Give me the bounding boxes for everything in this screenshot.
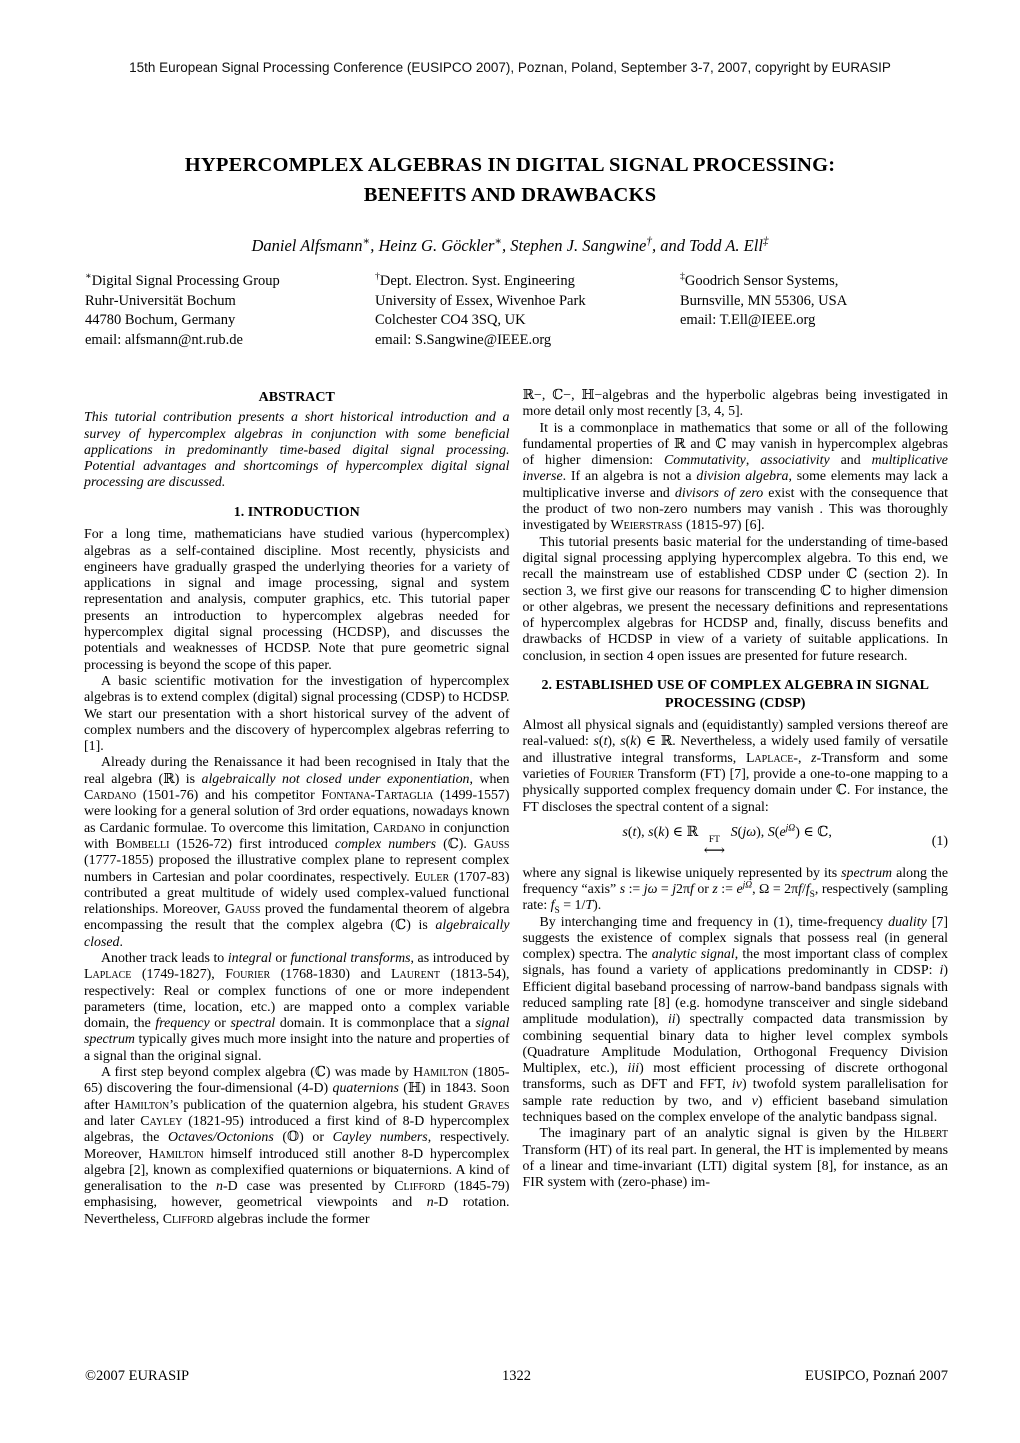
paragraph: Already during the Renaissance it had been recognised in Italy that the real algebra (ℝ) is algebraically not closed under exponentiation, when Cardano (1501-76) and his competitor Fontana-Tartaglia (1499-1557) were looking for a general solution of 3rd order equations, nowadays known as Cardanic formulae. To overcome this limitation, Cardano in conjunction with Bombelli (1526-72) first introduced complex numbers (ℂ). Gauss (1777-1855) proposed the illustrative complex plane to represent complex numbers in Cartesian and polar coordinates, respectively. Euler (1707-83) contributed a great multitude of widely used complex-valued functional relationships. Moreover, Gauss proved the fundamental theorem of algebra encompassing the result that the complex algebra (ℂ) is algebraically closed. [84, 755, 510, 950]
paragraph: A basic scientific motivation for the investigation of hypercomplex algebras is to extend complex (digital) signal processing (CDSP) to HCDSP. We start our presentation with a short historical survey of the advent of complex numbers and the discovery of hypercomplex algebras referring to [1]. [84, 673, 510, 755]
paragraph: The imaginary part of an analytic signal is given by the Hilbert Transform (HT) of its real part. In general, the HT is implemented by means of a linear and time-invariant (LTI) digital system [8], for instance, as an FIR system with (zero-phase) im- [522, 1126, 948, 1191]
introduction-heading: 1. INTRODUCTION [233, 504, 360, 520]
paragraph: This tutorial presents basic material for the understanding of time-based digital signal processing applying hypercomplex algebra. To this end, we recall the mainstream use of established CDSP under ℂ (section 2). In section 3, we first give our reasons for transcending ℂ to higher dimension or other algebras, we present the necessary definitions and representations of hypercomplex algebras for HCDSP and, finally, discuss benefits and drawbacks of HCDSP in view of a variety of suitable applications. In conclusion, in section 4 open issues are presented for future research. [522, 534, 948, 664]
affiliation-line [375, 272, 680, 292]
authors-line: Daniel Alfsmann∗, Heinz G. Göckler∗, Stephen J. Sangwine†, and Todd A. Ell‡ [251, 235, 769, 255]
paragraph: A first step beyond complex algebra (ℂ) was made by Hamilton (1805-65) discovering the four-dimensional (4-D) quaternions (ℍ) in 1843. Soon after Hamilton’s publication of the quaternion algebra, his student Graves and later Cayley (1821-95) introduced a first kind of 8-D hypercomplex algebras, the Octaves/Octonions (𝕆) or Cayley numbers, respectively. Moreover, Hamilton himself introduced still another 8-D hypercomplex algebra [2], known as complexified quaternions or biquaternions. A kind of generalisation to the n-D case was presented by Clifford (1845-79) emphasising, however, geometrical viewpoints and n-D rotation. Nevertheless, Clifford algebras include the former [84, 1065, 510, 1227]
equation-number: (1) [931, 833, 948, 849]
abstract-text: This tutorial contribution presents a short historical introduction and a survey of hypercomplex algebras in conjunction with some beneficial applications in predominantly time-based digital signal processing. Potential advantages and shortcomings of hypercomplex digital signal processing are discussed. [84, 410, 510, 491]
body-columns [84, 388, 948, 1228]
affiliation-line [85, 272, 375, 292]
affiliation-text: Digital Signal Processing Group [91, 273, 280, 289]
affiliation-block-1 [85, 272, 375, 350]
paragraph: For a long time, mathematicians have studied various (hypercomplex) algebras as a self-contained discipline. Most recently, physicists and engineers have gradually grasped the underlying theories for a variety of applications in signal and image processing, signal and system representation and analysis, computer graphics, etc. This tutorial paper presents an introduction to hypercomplex algebras needed for hypercomplex digital signal processing (HCDSP), and discusses the potentials and weaknesses of HCDSP. Note that pure geometric signal processing is beyond the scope of this paper. [84, 527, 510, 673]
paper-title [85, 150, 935, 210]
affiliation-line: Ruhr-Universität Bochum [85, 292, 236, 309]
footer-page-number: 1322 [502, 1368, 531, 1384]
left-column [84, 388, 510, 1228]
affiliations [85, 272, 945, 350]
paragraph: where any signal is likewise uniquely represented by its spectrum along the frequency “axis” s := jω = j2πf or z := $e^{j\Omega}$, $\Omega = 2\pi f/f_S$, respectively (sampling rate: $f_S = 1/T$). [522, 865, 949, 916]
right-column [523, 388, 949, 1228]
paragraph: It is a commonplace in mathematics that some or all of the following fundamental properties of ℝ and ℂ may vanish in hypercomplex algebras of higher dimension: Commutativity, associativity and multiplicative inverse. If an algebra is not a division algebra, some elements may lack a multiplicative inverse and divisors of zero exist with the consequence that the product of two non-zero numbers may vanish . This was thoroughly investigated by Weierstrass (1815-97) [6]. [522, 420, 949, 534]
affiliation-marker: ‡ [680, 271, 685, 283]
affiliation-line: email: S.Sangwine@IEEE.org [375, 331, 552, 348]
paper-title-line2: BENEFITS AND DRAWBACKS [363, 184, 657, 206]
paragraph: By interchanging time and frequency in (1), time-frequency duality [7] suggests the existence of complex signals that possess real (in general complex) spectra. The analytic signal, the most important class of complex signals, has found a variety of applications predominantly in CDSP: i) Efficient digital baseband processing of narrow-band bandpass signals with reduced sampling rate [8] (e.g. homodyne transceiver and single sideband amplitude modulation), ii) spectrally compacted data transmission by combining sequential binary data to higher level complex symbols (Quadrature Amplitude Modulation, Orthogonal Frequency Division Multiplex, etc.), iii) most efficient processing of discrete orthogonal transforms, such as DFT and FFT, iv) twofold system parallelisation for sample rate reduction by two, and v) efficient baseband simulation techniques based on the complex envelope of the analytic bandpass signal. [522, 914, 949, 1126]
equation-1 [523, 825, 949, 859]
affiliation-marker: ∗ [85, 271, 92, 283]
cdsp-heading: 2. ESTABLISHED USE OF COMPLEX ALGEBRA IN SIGNAL PROCESSING (CDSP) [541, 678, 929, 711]
equation-body: s(t), s(k) ∈ ℝ FT ⟷ S(jω), $S(e^{j\Omega})$ ∈ ℂ, [622, 823, 832, 859]
paper-title-line1: HYPERCOMPLEX ALGEBRAS IN DIGITAL SIGNAL PROCESSING: [184, 154, 836, 176]
page-footer [85, 1368, 948, 1385]
affiliation-line: email: T.Ell@IEEE.org [680, 312, 816, 328]
paragraph: Another track leads to integral or functional transforms, as introduced by Laplace (1749-1827), Fourier (1768-1830) and Laurent (1813-54), respectively: Real or complex functions of one or more independent parameters (time, location, etc.) are mapped onto a complex variable domain, the frequency or spectral domain. It is commonplace that a signal spectrum typically gives much more insight into the nature and properties of a signal than the original signal. [84, 951, 510, 1064]
footer-copyright: ©2007 EURASIP [85, 1368, 190, 1384]
ft-transform-arrow: FT ⟷ [703, 835, 726, 859]
affiliation-line: University of Essex, Wivenhoe Park [375, 292, 586, 309]
affiliation-block-2 [375, 272, 680, 350]
affiliation-line [680, 272, 940, 292]
affiliation-line: Colchester CO4 3SQ, UK [375, 312, 526, 328]
abstract-heading: ABSTRACT [258, 390, 335, 405]
affiliation-text: Goodrich Sensor Systems, [684, 273, 839, 289]
affiliation-text: Dept. Electron. Syst. Engineering [379, 273, 575, 289]
affiliation-block-3 [680, 272, 940, 350]
affiliation-line: Burnsville, MN 55306, USA [680, 292, 848, 309]
affiliation-line: 44780 Bochum, Germany [85, 312, 236, 328]
paragraph: Almost all physical signals and (equidistantly) sampled versions thereof are real-valued: s(t), s(k) ∈ ℝ. Nevertheless, a widely used family of versatile and illustrative integral transforms, Laplace-, z-Transform and some varieties of Fourier Transform (FT) [7], provide a one-to-one mapping to a physically supported complex frequency domain under ℂ. For instance, the FT discloses the spectral content of a signal: [522, 718, 948, 815]
affiliation-line: email: alfsmann@nt.rub.de [85, 331, 243, 348]
conference-header: 15th European Signal Processing Conference (EUSIPCO 2007), Poznan, Poland, September 3-7, 2007, copyright by EURASIP [129, 60, 891, 75]
footer-conference: EUSIPCO, Poznań 2007 [805, 1368, 949, 1384]
affiliation-marker: † [375, 271, 380, 283]
paragraph: ℝ−, ℂ−, ℍ−algebras and the hyperbolic algebras being investigated in more detail only most recently [3, 4, 5]. [522, 388, 948, 420]
